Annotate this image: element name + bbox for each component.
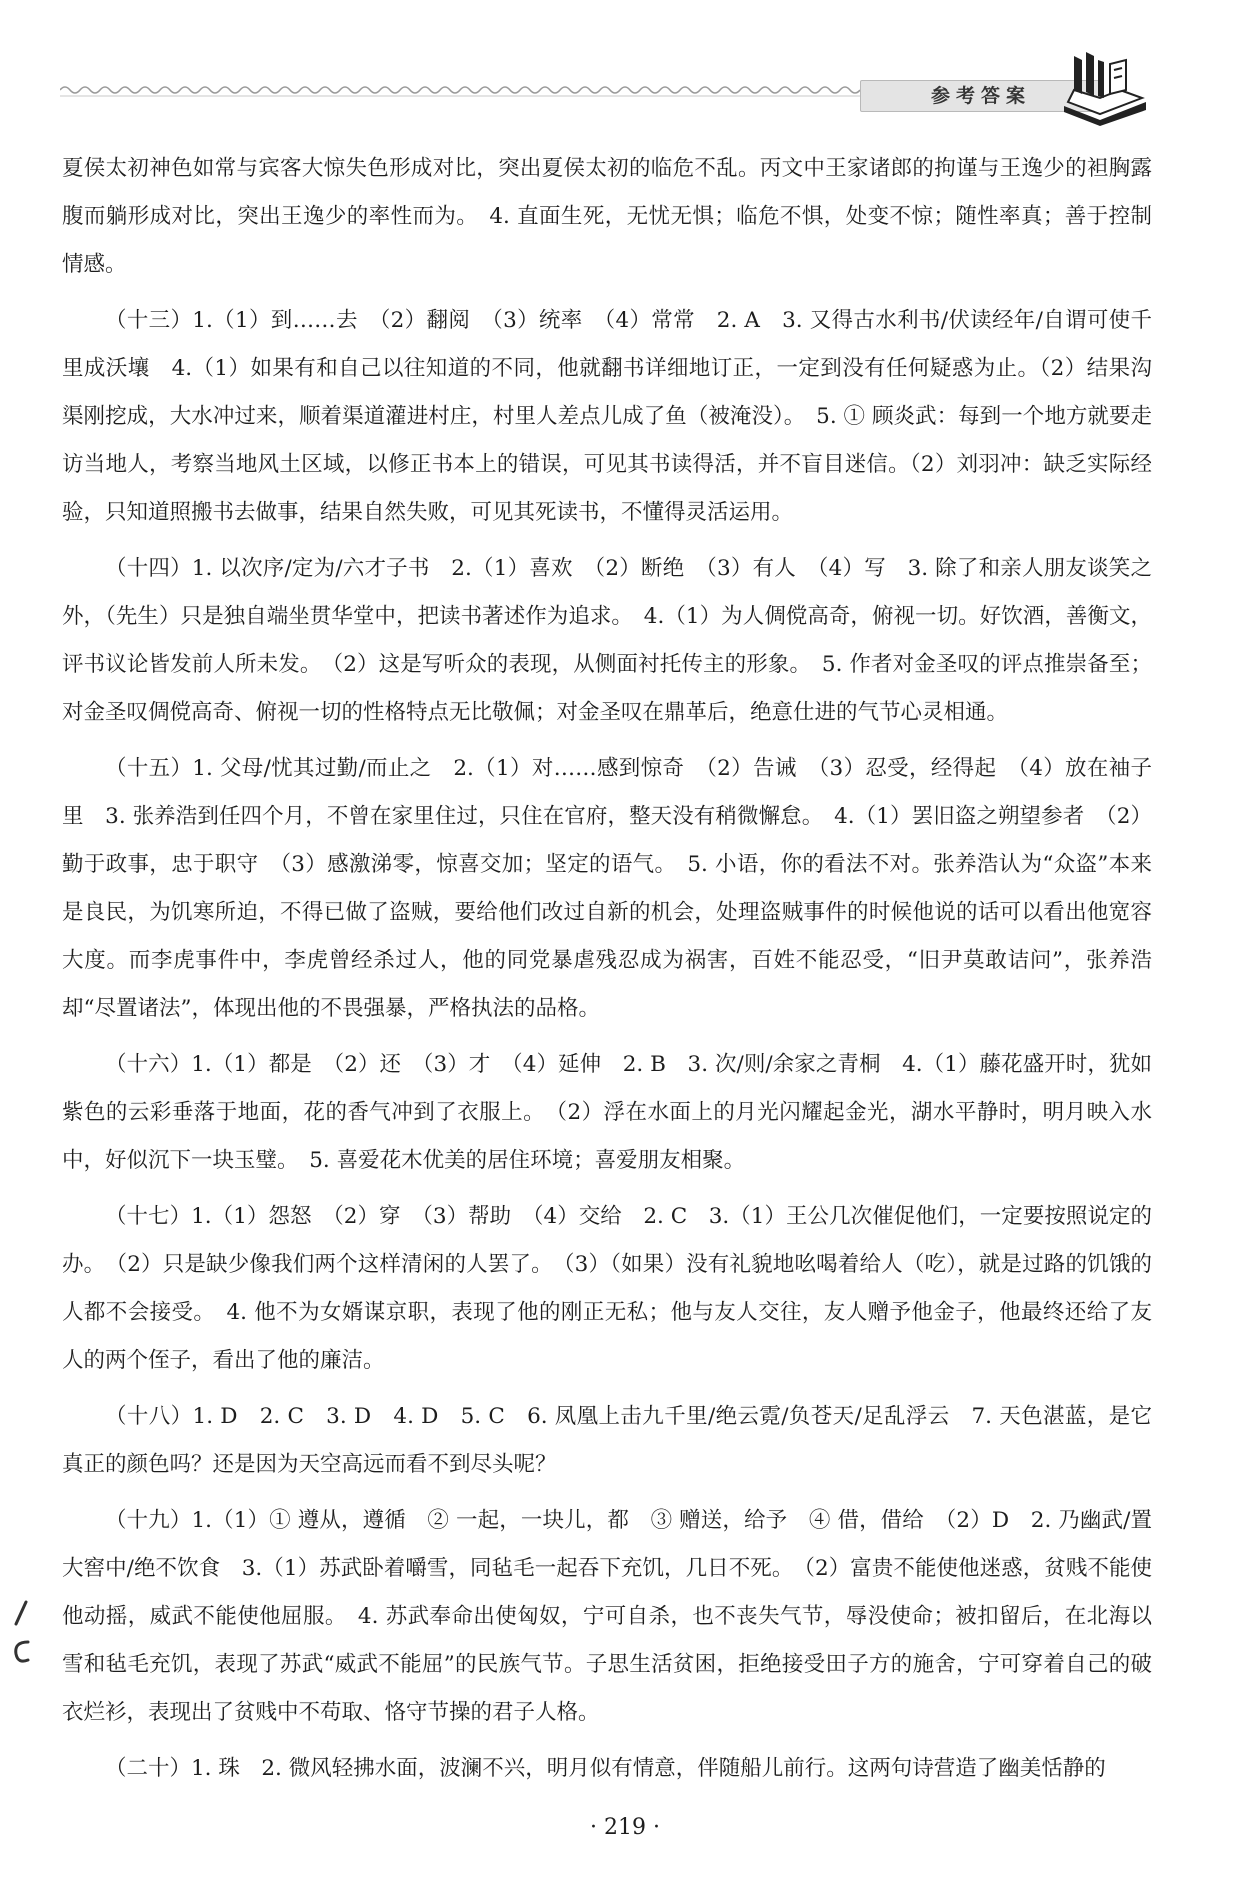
pen-mark-decoration [8,1598,34,1668]
answer-paragraph: （十三）1.（1）到……去 （2）翻阅 （3）统率 （4）常常 2. A 3. 又得古水利书/伏读经年/自谓可使千里成沃壤 4.（1）如果有和自己以往知道的不同，他就翻书详细地订正，一定到没有任何疑惑为止。（2）结果沟渠刚挖成，大水冲过来，顺着渠道灌进村庄，村里人差点儿成了鱼（被淹没）。 5. ① 顾炎武：每到一个地方就要走访当地人，考察当地风土区域，以修正书本上的错误，可见其书读得活，并不盲目迷信。（2）刘羽冲：缺乏实际经验，只知道照搬书去做事，结果自然失败，可见其死读书，不懂得灵活运用。 [62,308,1152,525]
wavy-rule-decoration [60,80,860,100]
open-book-icon [1060,50,1150,126]
answer-paragraph: （十七）1.（1）怨怒 （2）穿 （3）帮助 （4）交给 2. C 3.（1）王公几次催促他们，一定要按照说定的办。 （2）只是缺少像我们两个这样清闲的人罢了。 （3）（如果）没有礼貌地吆喝着给人（吃），就是过路的饥饿的人都不会接受。 4. 他不为女婿谋京职，表现了他的刚正无私；他与友人交往，友人赠予他金子，他最终还给了友人的两个侄子，看出了他的廉洁。 [62,1204,1152,1373]
answer-paragraph: （十八）1. D 2. C 3. D 4. D 5. C 6. 凤凰上击九千里/绝云霓/负苍天/足乱浮云 7. 天色湛蓝，是它真正的颜色吗？还是因为天空高远而看不到尽头呢？ [62,1404,1152,1477]
answer-content [62,145,1152,1801]
answer-paragraph: （二十）1. 珠 2. 微风轻拂水面，波澜不兴，明月似有情意，伴随船儿前行。这两句诗营造了幽美恬静的 [105,1756,1106,1781]
answer-paragraph: （十四）1. 以次序/定为/六才子书 2.（1）喜欢 （2）断绝 （3）有人 （4）写 3. 除了和亲人朋友谈笑之外，（先生）只是独自端坐贯华堂中，把读书著述作为追求。 4.（1）为人倜傥高奇，俯视一切。好饮酒，善衡文，评书议论皆发前人所未发。 （2）这是写听众的表现，从侧面衬托传主的形象。 5. 作者对金圣叹的评点推崇备至；对金圣叹倜傥高奇、俯视一切的性格特点无比敬佩；对金圣叹在鼎革后，绝意仕进的气节心灵相通。 [62,556,1152,725]
page-header [60,50,1140,130]
answer-paragraph: （十五）1. 父母/忧其过勤/而止之 2.（1）对……感到惊奇 （2）告诫 （3）忍受，经得起 （4）放在袖子里 3. 张养浩到任四个月，不曾在家里住过，只住在官府，整天没有稍微懈怠。 4.（1）罢旧盗之朔望参者 （2）勤于政事，忠于职守 （3）感激涕零，惊喜交加；坚定的语气。 5. 小语，你的看法不对。张养浩认为“众盗”本来是良民，为饥寒所迫，不得已做了盗贼，要给他们改过自新的机会，处理盗贼事件的时候他说的话可以看出他宽容大度。而李虎事件中，李虎曾经杀过人，他的同党暴虐残忍成为祸害，百姓不能忍受，“旧尹莫敢诘问”，张养浩却“尽置诸法”，体现出他的不畏强暴，严格执法的品格。 [62,756,1152,1021]
page-number: · 219 · [590,1815,660,1840]
answer-paragraph: （十六）1.（1）都是 （2）还 （3）才 （4）延伸 2. B 3. 次/则/余家之青桐 4.（1）藤花盛开时，犹如紫色的云彩垂落于地面，花的香气冲到了衣服上。 （2）浮在水面上的月光闪耀起金光，湖水平静时，明月映入水中，好似沉下一块玉璧。 5. 喜爱花木优美的居住环境；喜爱朋友相聚。 [62,1052,1152,1173]
answer-paragraph: （十九）1.（1）① 遵从，遵循 ② 一起，一块儿，都 ③ 赠送，给予 ④ 借，借给 （2）D 2. 乃幽武/置大窖中/绝不饮食 3.（1）苏武卧着嚼雪，同毡毛一起吞下充饥，几日不死。 （2）富贵不能使他迷惑，贫贱不能使他动摇，威武不能使他屈服。 4. 苏武奉命出使匈奴，宁可自杀，也不丧失气节，辱没使命；被扣留后，在北海以雪和毡毛充饥，表现了苏武“威武不能屈”的民族气节。子思生活贫困，拒绝接受田子方的施舍，宁可穿着自己的破衣烂衫，表现出了贫贱中不苟取、恪守节操的君子人格。 [62,1508,1152,1725]
section-tag: 参考答案 [860,80,1102,112]
answer-paragraph: 夏侯太初神色如常与宾客大惊失色形成对比，突出夏侯太初的临危不乱。丙文中王家诸郎的拘谨与王逸少的袒胸露腹而躺形成对比，突出王逸少的率性而为。 4. 直面生死，无忧无惧；临危不惧，处变不惊；随性率真；善于控制情感。 [62,156,1152,277]
